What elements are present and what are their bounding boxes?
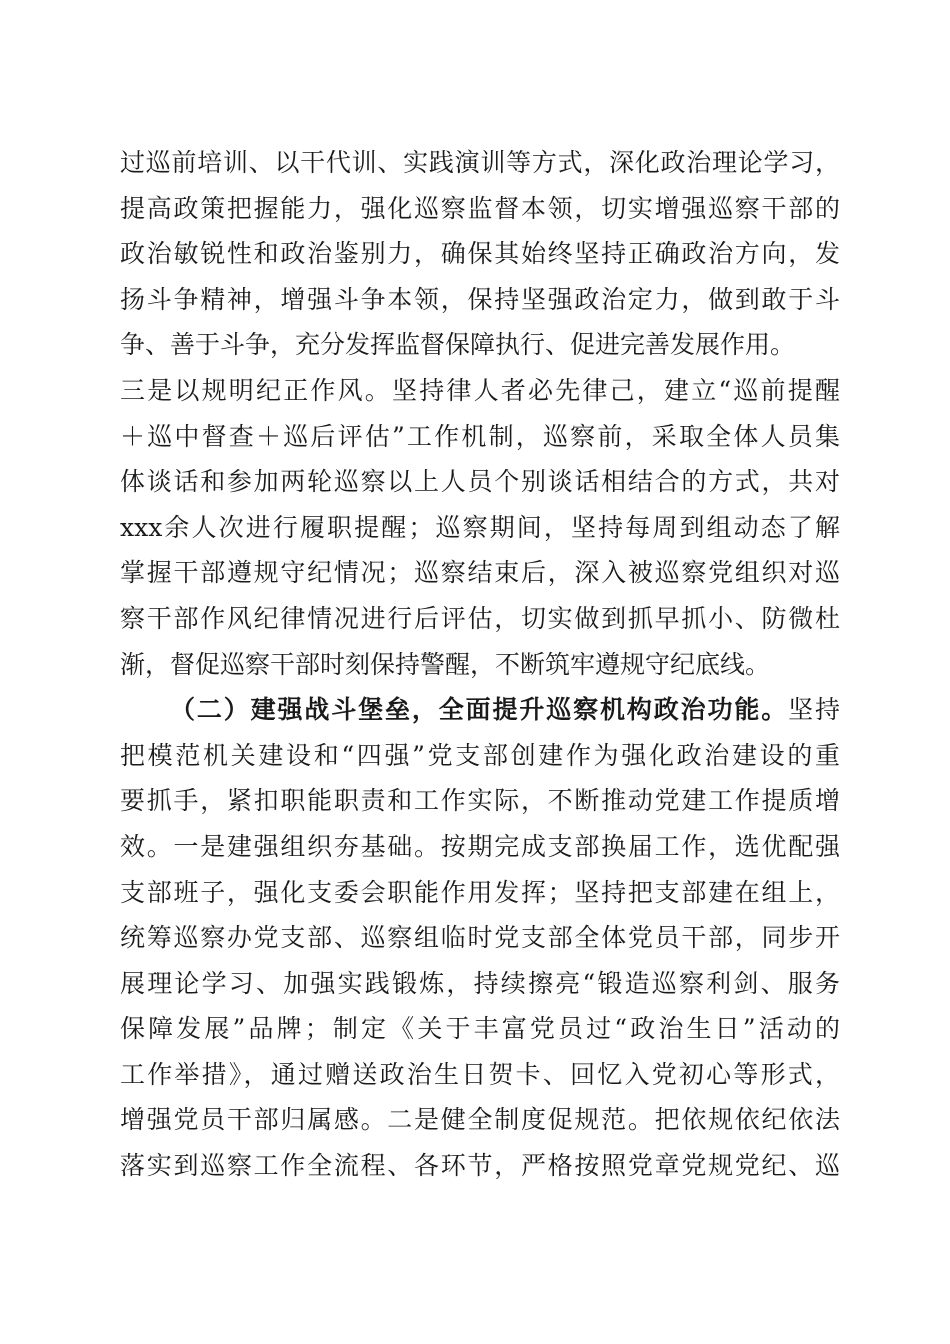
text-line: 提高政策把握能力，强化巡察监督本领，切实增强巡察干部的 bbox=[120, 193, 840, 223]
document-body bbox=[120, 140, 840, 1189]
text-line: 工作举措》，通过赠送政治生日贺卡、回忆入党初心等形式， bbox=[120, 1059, 840, 1089]
text-line: 把模范机关建设和“四强”党支部创建作为强化政治建设的重 bbox=[120, 740, 840, 770]
text-line: 体谈话和参加两轮巡察以上人员个别谈话相结合的方式，共对 bbox=[120, 467, 840, 497]
text-line: 支部班子，强化支委会职能作用发挥；坚持把支部建在组上， bbox=[120, 877, 840, 907]
text-line: 效。一是建强组织夯基础。按期完成支部换届工作，选优配强 bbox=[120, 831, 840, 861]
text-line: 渐，督促巡察干部时刻保持警醒，不断筑牢遵规守纪底线。 bbox=[120, 649, 771, 679]
heading-continuation: 坚持 bbox=[788, 695, 840, 725]
text-line: 政治敏锐性和政治鉴别力，确保其始终坚持正确政治方向，发 bbox=[120, 239, 840, 269]
section-heading-line bbox=[120, 687, 840, 733]
text-line: 争、善于斗争，充分发挥监督保障执行、促进完善发展作用。 bbox=[120, 330, 796, 360]
text-line: 三是以规明纪正作风。坚持律人者必先律己，建立“巡前提醒 bbox=[120, 375, 840, 405]
text-line: 展理论学习、加强实践锻炼，持续擦亮“锻造巡察利剑、服务 bbox=[120, 968, 840, 998]
text-line: ＋巡中督查＋巡后评估”工作机制，巡察前，采取全体人员集 bbox=[120, 421, 840, 451]
text-line: 落实到巡察工作全流程、各环节，严格按照党章党规党纪、巡 bbox=[120, 1151, 840, 1181]
text-line: 过巡前培训、以干代训、实践演训等方式，深化政治理论学习， bbox=[120, 148, 840, 177]
text-line: 要抓手，紧扣职能职责和工作实际，不断推动党建工作提质增 bbox=[120, 786, 840, 816]
section-heading: （二）建强战斗堡垒，全面提升巡察机构政治功能。 bbox=[170, 695, 789, 725]
text-line: 扬斗争精神，增强斗争本领，保持坚强政治定力，做到敢于斗 bbox=[120, 284, 840, 314]
text-line: 统筹巡察办党支部、巡察组临时党支部全体党员干部，同步开 bbox=[120, 923, 840, 953]
text-line: 保障发展”品牌；制定《关于丰富党员过“政治生日”活动的 bbox=[120, 1014, 840, 1044]
text-line: 增强党员干部归属感。二是健全制度促规范。把依规依纪依法 bbox=[120, 1105, 840, 1135]
text-line: xxx余人次进行履职提醒；巡察期间，坚持每周到组动态了解 bbox=[120, 512, 840, 542]
text-line: 掌握干部遵规守纪情况；巡察结束后，深入被巡察党组织对巡 bbox=[120, 558, 840, 588]
text-line: 察干部作风纪律情况进行后评估，切实做到抓早抓小、防微杜 bbox=[120, 603, 840, 633]
